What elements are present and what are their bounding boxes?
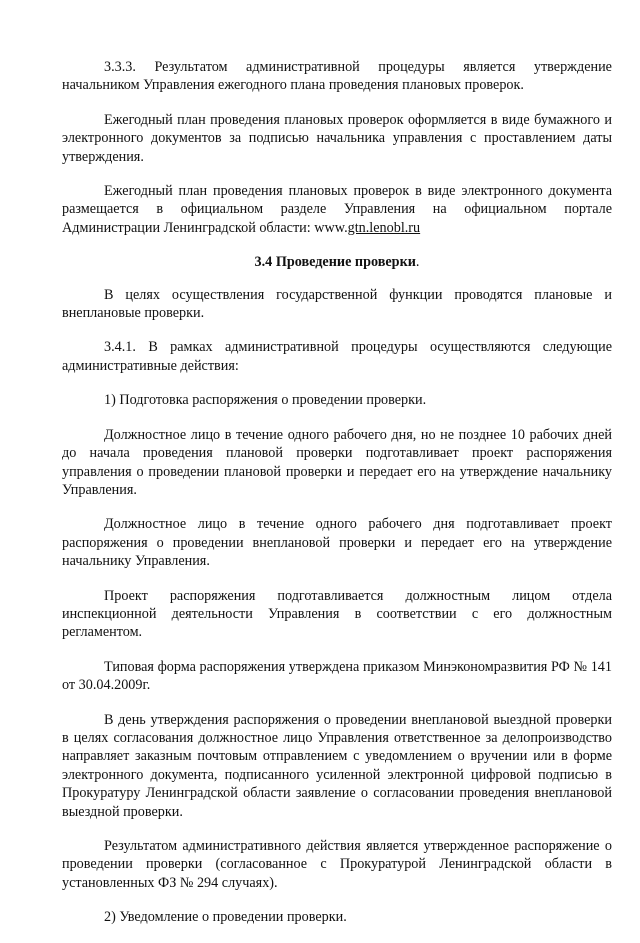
paragraph-annual-plan-publication (62, 182, 612, 237)
list-item-2: 2) Уведомление о проведении проверки. (104, 909, 347, 926)
paragraph-unplanned-order: Должностное лицо в течение одного рабочего дня подготавливает проект распоряжения о проведении внеплановой проверки и передает его на утверждение начальнику Управления. (62, 516, 612, 570)
section-heading-3-4 (62, 253, 612, 271)
document-page (62, 58, 612, 943)
paragraph-3-4-1: 3.4.1. В рамках административной процедуры осуществляются следующие административные действия: (62, 339, 612, 374)
paragraph-standard-form: Типовая форма распоряжения утверждена приказом Минэкономразвития РФ № 141 от 30.04.2009г. (62, 658, 612, 694)
paragraph-annual-plan-format: Ежегодный план проведения плановых проверок оформляется в виде бумажного и электронного документов за подписью начальника управления с проставлением даты утверждения. (62, 111, 612, 165)
paragraph-result: Результатом административного действия является утвержденное распоряжение о проведении проверки (согласованное с Прокуратурой Ленинградской области в установленных ФЗ № 294 случаях). (62, 838, 612, 891)
portal-link[interactable]: gtn.lenobl.ru (347, 219, 421, 236)
section-heading-text: 3.4 Проведение проверки (254, 254, 416, 271)
paragraph-order-draft: Проект распоряжения подготавливается должностным лицом отдела инспекционной деятельности Управления в соответствии с его должностным регламентом. (62, 587, 612, 641)
paragraph-text: Ежегодный план проведения плановых проверок в виде электронного документа размещается в официальном разделе Управления на официальном портале Администрации Ленинградской области: www. (62, 183, 612, 236)
paragraph-planned-order: Должностное лицо в течение одного рабочего дня, но не позднее 10 рабочих дней до начала проведения плановой проверки подготавливает проект распоряжения управления о проведении плановой проверки и передает его на утверждение начальнику Управления. (62, 426, 612, 498)
section-heading-dot: . (415, 254, 420, 271)
list-item-1: 1) Подготовка распоряжения о проведении проверки. (104, 392, 427, 409)
paragraph-prosecutor-approval: В день утверждения распоряжения о проведении внеплановой выездной проверки в целях согласования должностное лицо Управления ответственное за делопроизводство направляет заказным почтовым отправлением с уведомлением о вручении или в форме электронного документа, подписанного усиленной электронной цифровой подписью в Прокуратуру Ленинградской области заявление о согласовании проведения внеплановой выездной проверки. (62, 711, 612, 820)
paragraph-3-3-3: 3.3.3. Результатом административной процедуры является утверждение начальником Управления ежегодного плана проведения плановых проверок. (62, 59, 612, 94)
paragraph-inspection-types: В целях осуществления государственной функции проводятся плановые и внеплановые проверки. (62, 286, 612, 322)
